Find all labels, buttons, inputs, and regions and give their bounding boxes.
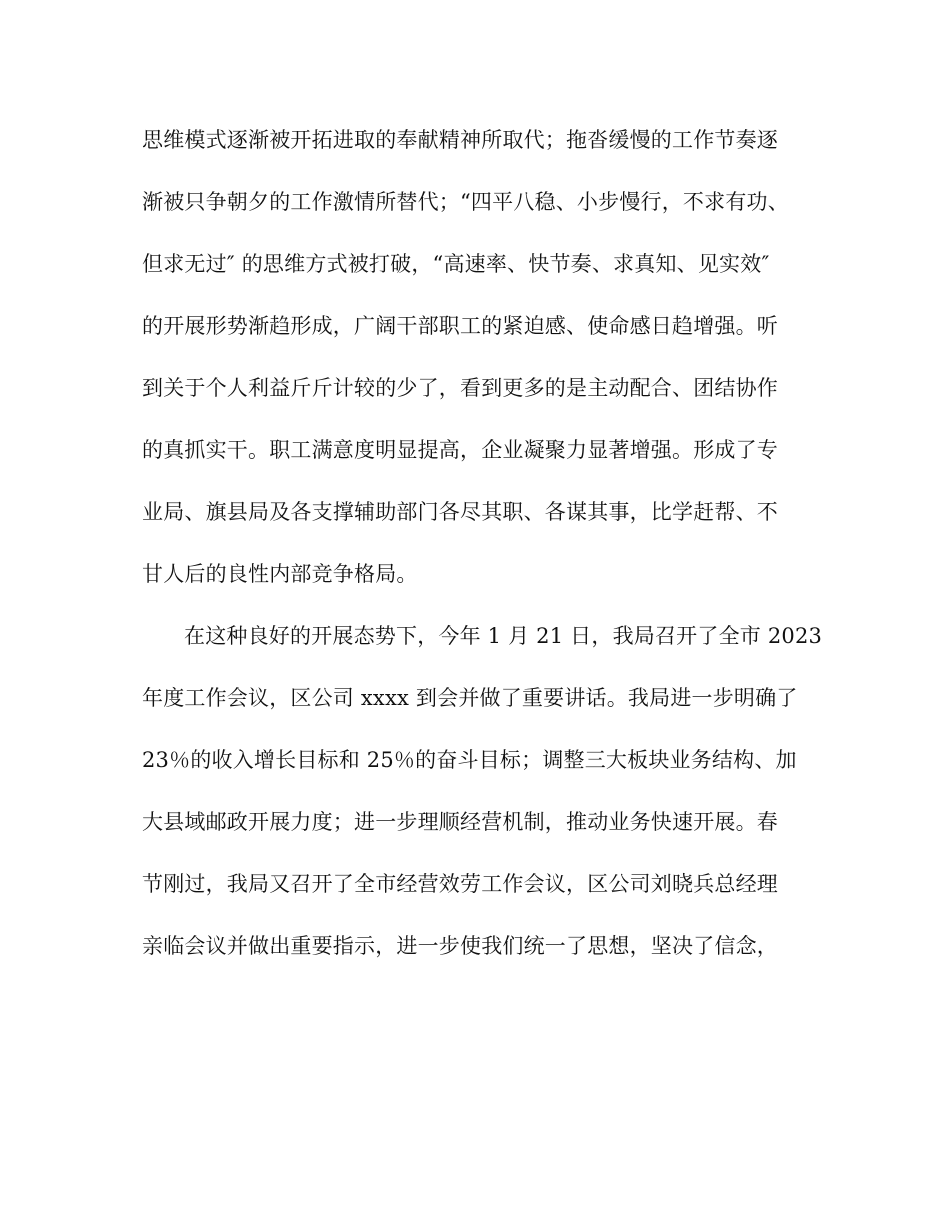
- text-line: 年度工作会议，区公司 xxxx 到会并做了重要讲话。我局进一步明确了: [142, 686, 798, 710]
- text-line: 节刚过，我局又召开了全市经营效劳工作会议，区公司刘晓兵总经理: [142, 872, 778, 896]
- text-line: 在这种良好的开展态势下，今年 1 月 21 日，我局召开了全市 2023: [184, 624, 823, 648]
- text-line: 亲临会议并做出重要指示，进一步使我们统一了思想，坚决了信念，: [142, 934, 778, 958]
- text-line: 大县域邮政开展力度；进一步理顺经营机制，推动业务快速开展。春: [142, 810, 778, 834]
- text-line: 到关于个人利益斤斤计较的少了，看到更多的是主动配合、团结协作: [142, 376, 778, 400]
- text-line: 思维模式逐渐被开拓进取的奉献精神所取代；拖沓缓慢的工作节奏逐: [142, 128, 778, 152]
- text-line: 的真抓实干。职工满意度明显提高，企业凝聚力显著增强。形成了专: [142, 438, 778, 462]
- text-line: 业局、旗县局及各支撑辅助部门各尽其职、各谋其事，比学赶帮、不: [142, 500, 778, 524]
- text-line: 甘人后的良性内部竞争格局。: [142, 562, 418, 586]
- text-line: 渐被只争朝夕的工作激情所替代；“四平八稳、小步慢行，不求有功、: [142, 190, 789, 214]
- text-line: 但求无过″ 的思维方式被打破，“高速率、快节奏、求真知、见实效″: [142, 252, 770, 276]
- text-line: 23％的收入增长目标和 25％的奋斗目标；调整三大板块业务结构、加: [142, 748, 797, 772]
- text-line: 的开展形势渐趋形成，广阔干部职工的紧迫感、使命感日趋增强。听: [142, 314, 778, 338]
